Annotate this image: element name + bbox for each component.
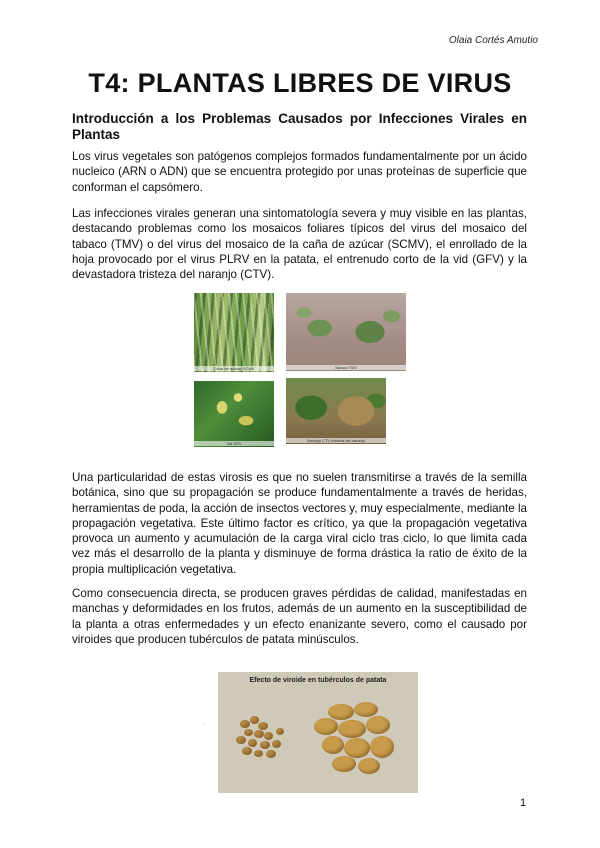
author-name: Olaia Cortés Amutio bbox=[448, 35, 538, 46]
photo-potato-tubers bbox=[218, 672, 418, 793]
photo-caption: Tabaco TMV bbox=[286, 365, 406, 370]
photo-caption: Caña de azúcar SCMV bbox=[194, 366, 274, 371]
small-tuber bbox=[276, 728, 284, 735]
large-tuber bbox=[354, 702, 378, 717]
large-tuber bbox=[370, 736, 394, 758]
large-tuber bbox=[322, 736, 344, 754]
photo-tobacco-mosaic bbox=[286, 293, 406, 371]
paragraph-4: Como consecuencia directa, se producen graves pérdidas de calidad, manifestadas en manchas y deformidades en los frutos, además de un aumento en la susceptibilidad de la planta a otras enfermedades y un efecto enanizante severo, como el causado por viroides que producen tubérculos de patata minúsculos. bbox=[72, 587, 527, 646]
paragraph-2: Las infecciones virales generan una sintomatología severa y muy visible en las plantas, destacando problemas como los mosaicos foliares típicos del virus del mosaico del tabaco (TMV) o del virus del mosaico de la caña de azúcar (SCMV), el enrollado de la hoja provocado por el virus PLRV en la patata, el entrenudo corto de la vid (GFV) y la devastadora tristeza del naranjo (CTV). bbox=[72, 207, 527, 282]
photo-sugarcane-mosaic bbox=[194, 293, 274, 372]
photo-caption: Naranjo CTV tristeza del naranjo bbox=[286, 438, 386, 443]
page-number: 1 bbox=[520, 797, 527, 809]
paragraph-3: Una particularidad de estas virosis es que no suelen transmitirse a través de la semilla botánica, sino que su propagación se produce fundamentalmente a través de heridas, herramientas de poda, la acción de insectos vectores y, muy especialmente, mediante la propagación vegetativa. Este último factor es crítico, ya que la propagación vegetativa provoca un aumento y acumulación de la carga viral ciclo tras ciclo, lo que limita cada vez más el desarrollo de la planta y disminuye de forma drástica la ratio de éxito de la propia multiplicación vegetativa. bbox=[72, 471, 527, 576]
small-tuber bbox=[254, 750, 263, 757]
large-tuber bbox=[344, 738, 370, 758]
small-tuber bbox=[240, 720, 250, 728]
large-tuber bbox=[328, 704, 354, 720]
small-tuber bbox=[266, 750, 276, 758]
small-tuber bbox=[254, 730, 264, 738]
small-tuber bbox=[258, 722, 268, 730]
small-tuber bbox=[236, 736, 246, 744]
large-tuber bbox=[358, 758, 380, 774]
small-tuber bbox=[250, 716, 259, 724]
photo-vine-leaf bbox=[194, 381, 274, 447]
photo-caption: Vid GFV bbox=[194, 441, 274, 446]
small-tuber bbox=[244, 729, 253, 736]
large-tuber bbox=[314, 718, 338, 735]
small-tuber bbox=[242, 747, 252, 755]
stray-mark: · bbox=[202, 721, 204, 727]
small-tuber bbox=[248, 739, 257, 747]
small-tuber bbox=[272, 740, 281, 748]
large-tuber bbox=[366, 716, 390, 734]
small-tuber bbox=[260, 741, 270, 749]
section-heading: Introducción a los Problemas Causados por Infecciones Virales en Plantas bbox=[72, 111, 527, 142]
potato-photo-title: Efecto de viroide en tubérculos de patata bbox=[249, 677, 387, 684]
paragraph-1: Los virus vegetales son patógenos complejos formados fundamentalmente por un ácido nucleico (ARN o ADN) que se encuentra protegido por unas proteínas de superficie que conforman el capsómero. bbox=[72, 150, 527, 194]
page-title: T4: PLANTAS LIBRES DE VIRUS bbox=[88, 68, 512, 98]
large-tuber bbox=[332, 756, 356, 772]
photo-orange-tristeza bbox=[286, 378, 386, 444]
large-tuber bbox=[338, 720, 366, 738]
small-tuber bbox=[264, 732, 273, 740]
